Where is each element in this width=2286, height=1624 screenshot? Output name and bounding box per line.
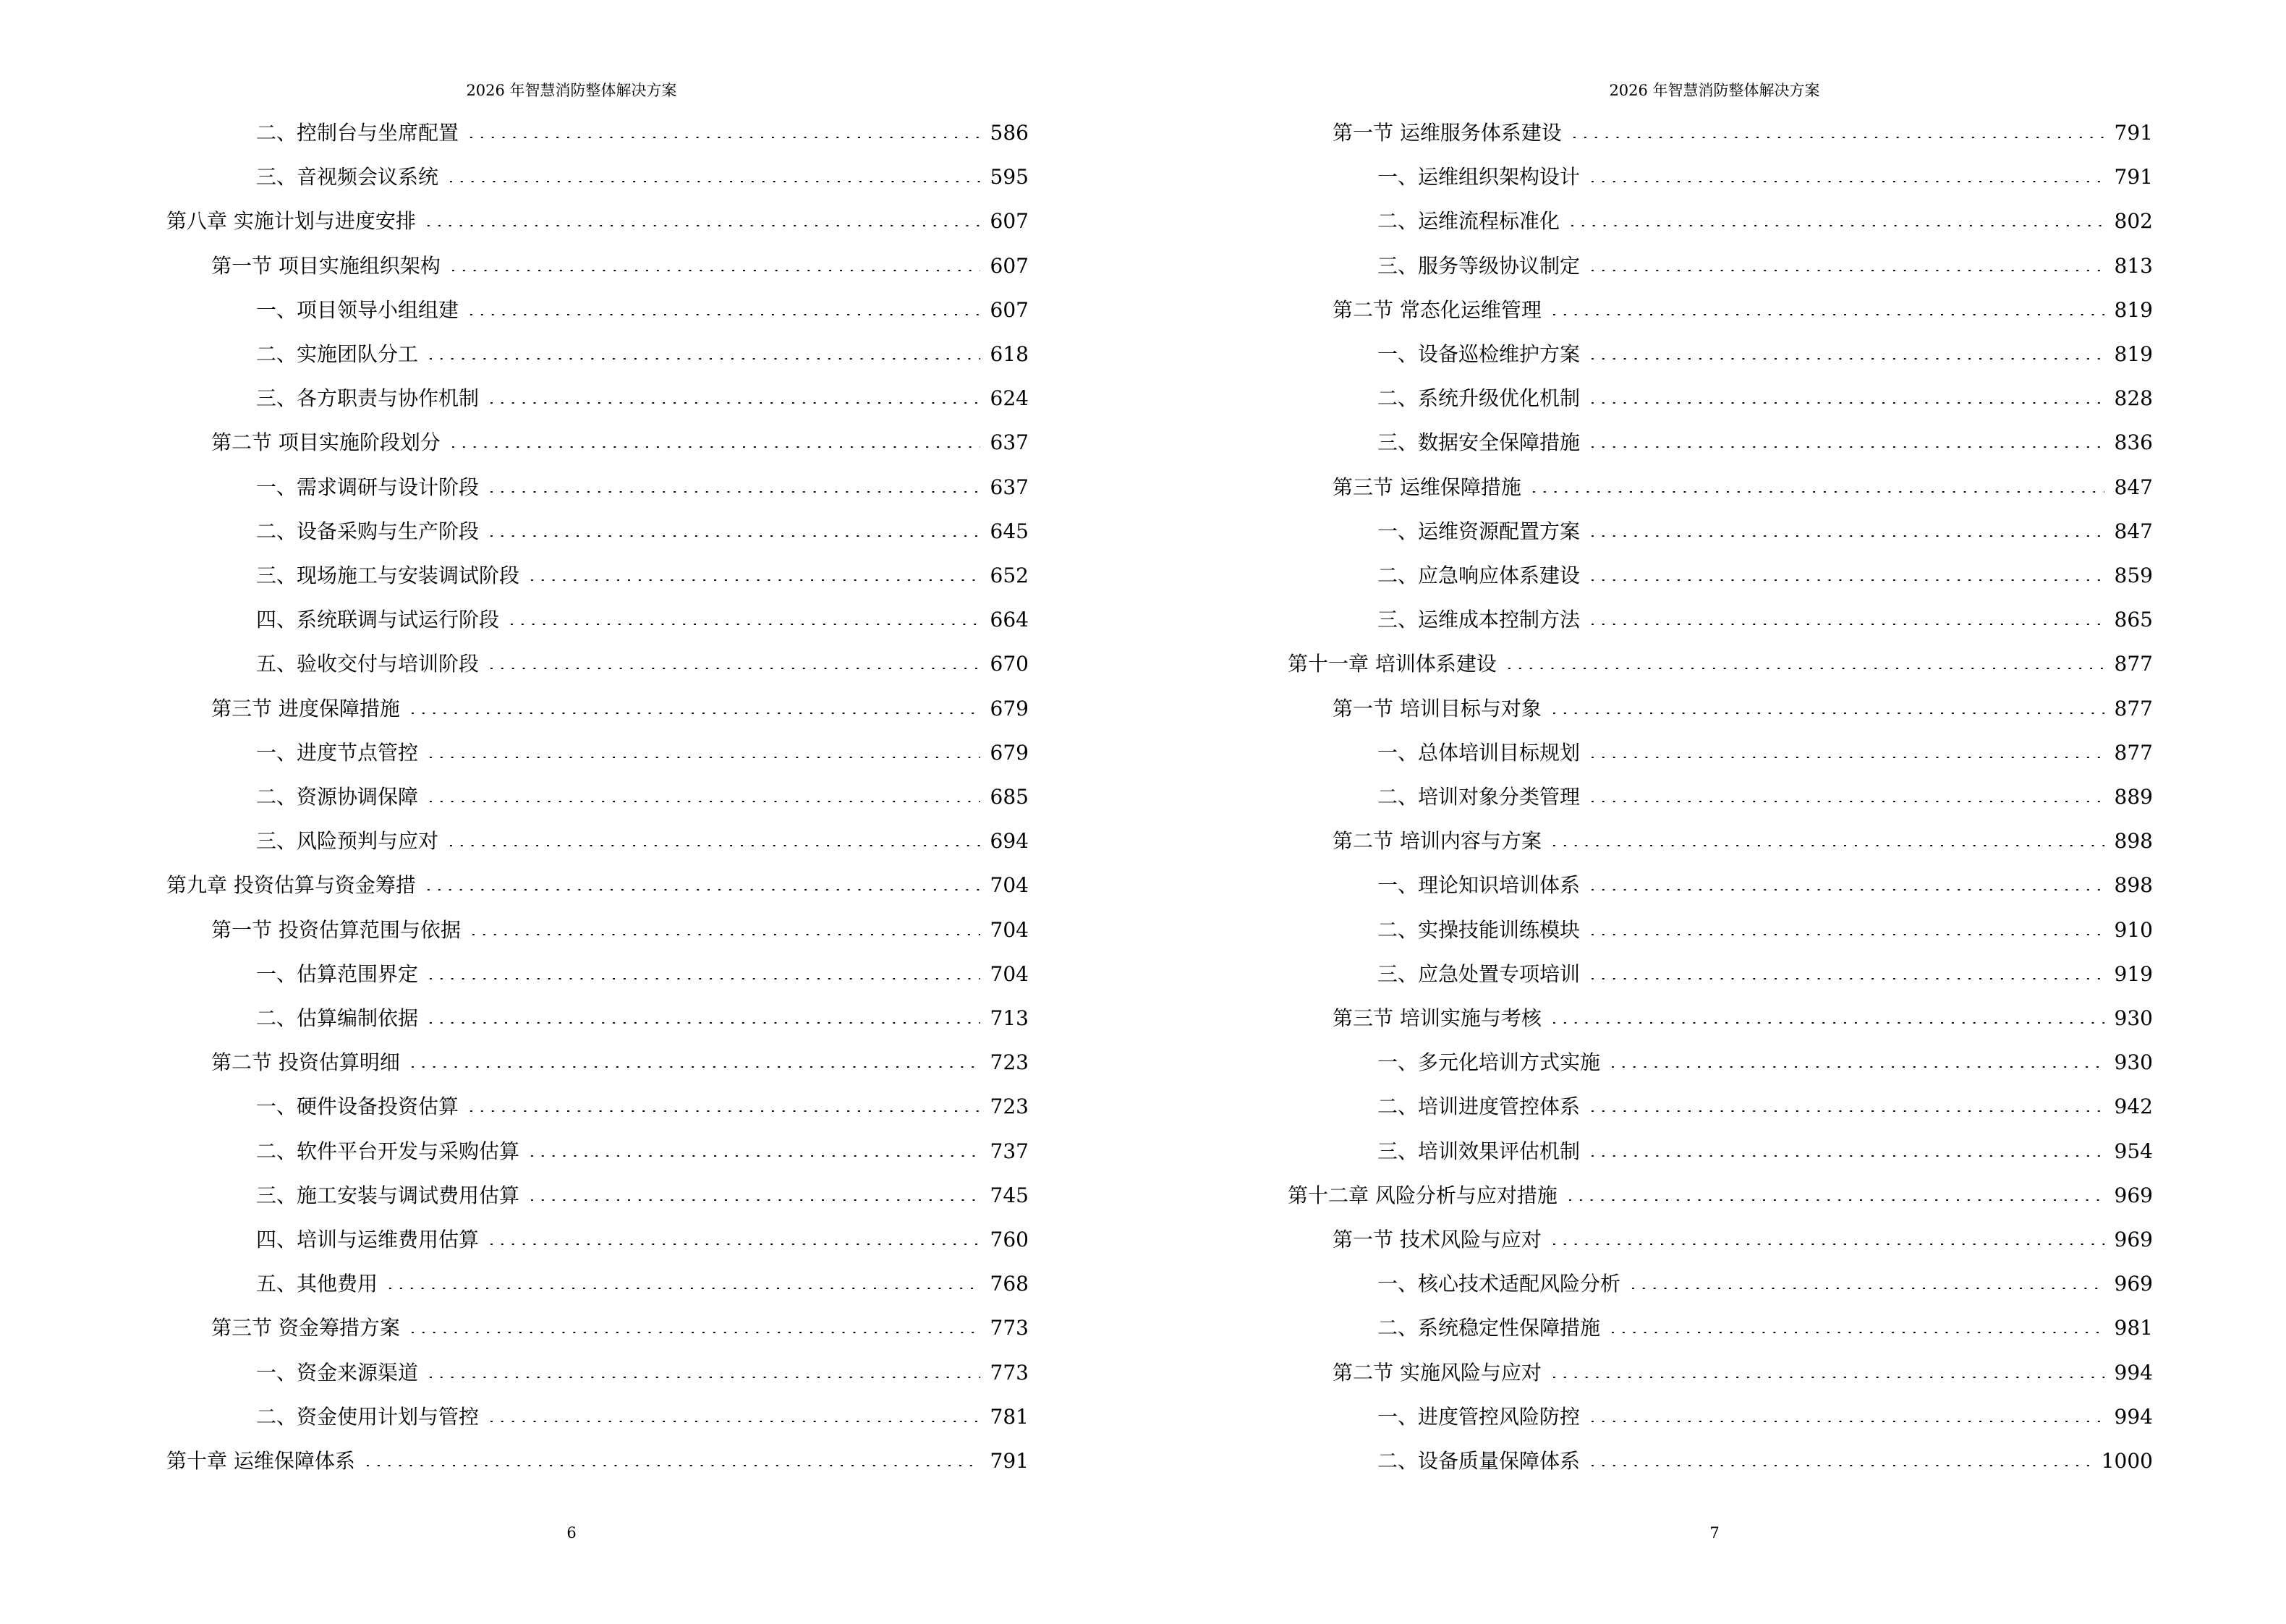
toc-entry-item	[256, 1357, 1029, 1389]
dot-leader	[1567, 225, 2104, 226]
dot-leader	[1587, 624, 2104, 625]
toc-entry-page: 847	[2114, 475, 2153, 499]
dot-leader	[1587, 535, 2104, 537]
dot-leader	[1549, 1243, 2104, 1245]
toc-entry-item	[256, 781, 1029, 813]
dot-leader	[1587, 446, 2104, 448]
toc-entry-title: 第二节 培训内容与方案	[1333, 829, 1542, 854]
toc-entry-section	[1333, 693, 2153, 725]
toc-entry-title: 三、各方职责与协作机制	[256, 386, 480, 411]
toc-entry-title: 一、多元化培训方式实施	[1377, 1050, 1601, 1075]
toc-entry-item	[1377, 516, 2153, 548]
toc-entry-page: 652	[990, 564, 1029, 587]
toc-entry-item	[256, 339, 1029, 370]
dot-leader	[1587, 889, 2104, 890]
toc-entry-title: 三、风险预判与应对	[256, 829, 439, 854]
toc-entry-title: 一、运维组织架构设计	[1377, 165, 1581, 190]
toc-entry-title: 二、资金使用计划与管控	[256, 1404, 480, 1429]
toc-entry-item	[1377, 1091, 2153, 1123]
toc-entry-item	[256, 825, 1029, 857]
toc-entry-title: 一、运维资源配置方案	[1377, 519, 1581, 543]
toc-entry-title: 一、估算范围界定	[256, 961, 419, 986]
toc-entry-item	[256, 117, 1029, 149]
toc-entry-page: 704	[990, 873, 1029, 898]
toc-entry-page: 586	[990, 121, 1029, 145]
toc-entry-title: 三、应急处置专项培训	[1377, 961, 1581, 986]
toc-entry-title: 第一节 技术风险与应对	[1333, 1228, 1542, 1251]
dot-leader	[1565, 1199, 2104, 1201]
toc-entry-title: 一、设备巡检维护方案	[1377, 342, 1581, 366]
toc-entry-title: 二、资源协调保障	[256, 785, 419, 809]
toc-entry-title: 一、进度节点管控	[256, 740, 419, 765]
toc-entry-title: 第三节 进度保障措施	[211, 696, 400, 720]
toc-entry-title: 第三节 培训实施与考核	[1333, 1006, 1542, 1030]
toc-entry-title: 二、应急响应体系建设	[1377, 564, 1581, 587]
toc-entry-title: 三、运维成本控制方法	[1377, 608, 1581, 632]
toc-entry-page: 819	[2114, 297, 2153, 322]
toc-entry-item	[256, 294, 1029, 326]
toc-entry-section	[1333, 294, 2153, 326]
toc-entry-title: 二、设备采购与生产阶段	[256, 519, 480, 543]
toc-entry-item	[1377, 161, 2153, 193]
toc-entry-section	[1333, 1003, 2153, 1034]
toc-entry-page: 760	[990, 1228, 1029, 1251]
toc-entry-page: 645	[990, 519, 1029, 543]
dot-leader	[1549, 713, 2104, 714]
toc-entry-page: 836	[2114, 430, 2153, 455]
toc-entry-page: 694	[990, 829, 1029, 854]
toc-entry-item	[256, 560, 1029, 592]
toc-entry-page: 930	[2114, 1050, 2153, 1075]
dot-leader	[486, 668, 980, 669]
toc-entry-title: 五、其他费用	[256, 1272, 378, 1296]
toc-entry-section	[211, 914, 1029, 946]
dot-leader	[1587, 270, 2104, 271]
toc-entry-page: 898	[2114, 829, 2153, 854]
dot-leader	[1587, 757, 2104, 758]
toc-entry-title: 四、系统联调与试运行阶段	[256, 608, 500, 632]
dot-leader	[1587, 1110, 2104, 1112]
dot-leader	[1504, 668, 2104, 669]
toc-entry-item	[1377, 1401, 2153, 1433]
dot-leader	[466, 137, 980, 138]
dot-leader	[1587, 1421, 2104, 1422]
dot-leader	[1587, 358, 2104, 360]
toc-entry-page: 898	[2114, 873, 2153, 898]
toc-entry-title: 一、理论知识培训体系	[1377, 873, 1581, 898]
dot-leader	[1569, 137, 2104, 138]
toc-entry-item	[1377, 205, 2153, 237]
toc-entry-title: 第八章 实施计划与进度安排	[166, 209, 416, 234]
toc-entry-section	[211, 1312, 1029, 1344]
dot-leader	[1587, 978, 2104, 979]
dot-leader	[425, 801, 980, 802]
toc-entry-page: 791	[2114, 165, 2153, 190]
toc-entry-title: 第一节 运维服务体系建设	[1333, 121, 1562, 145]
toc-entry-title: 二、实操技能训练模块	[1377, 917, 1581, 942]
toc-entry-item	[256, 604, 1029, 636]
toc-entry-item	[1377, 1268, 2153, 1300]
toc-entry-page: 670	[990, 652, 1029, 676]
page-number: 7	[1709, 1524, 1720, 1542]
toc-entry-item	[256, 1268, 1029, 1300]
dot-leader	[527, 1199, 980, 1201]
toc-entry-page: 981	[2114, 1316, 2153, 1340]
toc-entry-item	[256, 1003, 1029, 1034]
toc-entry-section	[211, 1047, 1029, 1079]
dot-leader	[425, 1377, 980, 1378]
dot-leader	[1607, 1332, 2104, 1333]
toc-entry-section	[1333, 1357, 2153, 1389]
toc-entry-item	[1377, 1136, 2153, 1168]
toc-entry-section	[1333, 117, 2153, 149]
toc-entry-page: 930	[2114, 1006, 2153, 1030]
toc-entry-page: 919	[2114, 961, 2153, 986]
toc-entry-page: 737	[990, 1139, 1029, 1163]
toc-entry-chapter	[166, 205, 1029, 237]
toc-entry-item	[256, 161, 1029, 193]
toc-entry-page: 637	[990, 475, 1029, 499]
toc-entry-title: 二、系统升级优化机制	[1377, 386, 1581, 411]
toc-entry-title: 第二节 投资估算明细	[211, 1050, 400, 1075]
toc-entry-title: 第十二章 风险分析与应对措施	[1288, 1183, 1558, 1207]
toc-entry-page: 942	[2114, 1094, 2153, 1119]
toc-entry-title: 二、培训进度管控体系	[1377, 1094, 1581, 1119]
toc-entry-page: 624	[990, 386, 1029, 411]
toc-entry-item	[256, 648, 1029, 680]
toc-entry-section	[1333, 472, 2153, 503]
toc-entry-title: 第三节 运维保障措施	[1333, 475, 1521, 499]
toc-entry-section	[211, 250, 1029, 282]
toc-entry-title: 第一节 项目实施组织架构	[211, 253, 441, 278]
dot-leader	[446, 181, 980, 182]
toc-entry-title: 二、设备质量保障体系	[1377, 1449, 1581, 1473]
toc-entry-page: 1000	[2101, 1449, 2153, 1473]
toc-entry-item	[1377, 250, 2153, 282]
dot-leader	[1587, 579, 2104, 581]
dot-leader	[486, 1243, 980, 1245]
toc-entry-title: 第一节 投资估算范围与依据	[211, 917, 461, 942]
toc-entry-title: 四、培训与运维费用估算	[256, 1228, 480, 1251]
toc-entry-page: 607	[990, 297, 1029, 322]
toc-entry-page: 685	[990, 785, 1029, 809]
dot-leader	[466, 1110, 980, 1112]
dot-leader	[468, 934, 980, 935]
dot-leader	[425, 1022, 980, 1024]
toc-entry-page: 954	[2114, 1139, 2153, 1163]
dot-leader	[1587, 801, 2104, 802]
dot-leader	[1587, 181, 2104, 182]
toc-entry-title: 二、系统稳定性保障措施	[1377, 1316, 1601, 1340]
toc-entry-title: 第三节 资金筹措方案	[211, 1316, 400, 1340]
dot-leader	[527, 1155, 980, 1157]
dot-leader	[446, 845, 980, 846]
toc-entry-title: 第二节 实施风险与应对	[1333, 1360, 1542, 1385]
dot-leader	[1529, 491, 2104, 493]
toc-entry-title: 第十章 运维保障体系	[166, 1449, 355, 1473]
toc-entry-title: 一、项目领导小组组建	[256, 297, 459, 322]
toc-entry-title: 二、培训对象分类管理	[1377, 785, 1581, 809]
toc-entry-page: 802	[2114, 209, 2153, 234]
toc-entry-page: 994	[2114, 1404, 2153, 1429]
toc-entry-title: 二、实施团队分工	[256, 342, 419, 366]
dot-leader	[486, 491, 980, 493]
toc-entry-page: 723	[990, 1094, 1029, 1119]
toc-entry-title: 三、服务等级协议制定	[1377, 253, 1581, 278]
toc-entry-section	[1333, 1224, 2153, 1256]
dot-leader	[385, 1288, 980, 1289]
dot-leader	[423, 225, 980, 226]
toc-entry-title: 一、核心技术适配风险分析	[1377, 1272, 1621, 1296]
toc-entry-item	[1377, 737, 2153, 769]
toc-entry-title: 三、现场施工与安装调试阶段	[256, 564, 520, 587]
toc-entry-page: 723	[990, 1050, 1029, 1075]
toc-entry-page: 768	[990, 1272, 1029, 1296]
toc-entry-page: 745	[990, 1183, 1029, 1207]
dot-leader	[527, 579, 980, 581]
toc-entry-page: 607	[990, 209, 1029, 234]
dot-leader	[1549, 1377, 2104, 1378]
dot-leader	[407, 713, 980, 714]
toc-entry-title: 第一节 培训目标与对象	[1333, 696, 1542, 720]
toc-entry-chapter	[166, 870, 1029, 901]
toc-entry-item	[1377, 1445, 2153, 1477]
toc-entry-page: 969	[2114, 1228, 2153, 1251]
toc-entry-page: 791	[2114, 121, 2153, 145]
page-header: 2026 年智慧消防整体解决方案	[1609, 82, 1820, 99]
page-number: 6	[566, 1524, 577, 1542]
toc-entry-title: 一、硬件设备投资估算	[256, 1094, 459, 1119]
toc-entry-page: 969	[2114, 1272, 2153, 1296]
toc-entry-page: 828	[2114, 386, 2153, 411]
toc-entry-page: 877	[2114, 696, 2153, 720]
toc-entry-page: 910	[2114, 917, 2153, 942]
toc-entry-title: 第十一章 培训体系建设	[1288, 652, 1497, 676]
toc-entry-item	[256, 1091, 1029, 1123]
dot-leader	[486, 1421, 980, 1422]
toc-entry-item	[1377, 560, 2153, 592]
toc-entry-page: 773	[990, 1360, 1029, 1385]
toc-entry-item	[256, 516, 1029, 548]
dot-leader	[448, 446, 980, 448]
toc-entry-page: 877	[2114, 740, 2153, 765]
toc-entry-item	[1377, 604, 2153, 636]
dot-leader	[1549, 845, 2104, 846]
toc-entry-chapter	[1288, 648, 2153, 680]
toc-entry-item	[256, 958, 1029, 990]
toc-entry-page: 847	[2114, 519, 2153, 543]
toc-entry-title: 第九章 投资估算与资金筹措	[166, 873, 416, 898]
toc-entry-page: 865	[2114, 608, 2153, 632]
toc-entry-chapter	[166, 1445, 1029, 1477]
toc-entry-title: 三、音视频会议系统	[256, 165, 439, 190]
toc-entry-page: 637	[990, 430, 1029, 455]
toc-entry-page: 713	[990, 1006, 1029, 1030]
dot-leader	[1607, 1066, 2104, 1068]
dot-leader	[1628, 1288, 2104, 1289]
toc-entry-item	[1377, 914, 2153, 946]
dot-leader	[425, 757, 980, 758]
toc-entry-item	[1377, 1312, 2153, 1344]
toc-entry-section	[211, 427, 1029, 459]
toc-entry-item	[256, 472, 1029, 503]
toc-entry-title: 二、估算编制依据	[256, 1006, 419, 1030]
toc-entry-item	[256, 383, 1029, 414]
dot-leader	[407, 1332, 980, 1333]
dot-leader	[1549, 314, 2104, 315]
toc-entry-item	[1377, 870, 2153, 901]
toc-entry-item	[1377, 958, 2153, 990]
toc-entry-page: 704	[990, 917, 1029, 942]
toc-entry-page: 813	[2114, 253, 2153, 278]
toc-entry-title: 第二节 常态化运维管理	[1333, 297, 1542, 322]
toc-entry-page: 969	[2114, 1183, 2153, 1207]
toc-entry-page: 994	[2114, 1360, 2153, 1385]
dot-leader	[423, 889, 980, 890]
toc-entry-title: 一、进度管控风险防控	[1377, 1404, 1581, 1429]
dot-leader	[1587, 934, 2104, 935]
toc-entry-item	[256, 737, 1029, 769]
dot-leader	[466, 314, 980, 315]
toc-entry-page: 889	[2114, 785, 2153, 809]
page-header: 2026 年智慧消防整体解决方案	[466, 82, 677, 99]
toc-entry-item	[256, 1401, 1029, 1433]
toc-entry-title: 三、培训效果评估机制	[1377, 1139, 1581, 1163]
toc-entry-page: 664	[990, 608, 1029, 632]
toc-entry-page: 607	[990, 253, 1029, 278]
dot-leader	[407, 1066, 980, 1068]
dot-leader	[448, 270, 980, 271]
dot-leader	[506, 624, 980, 625]
dot-leader	[1587, 402, 2104, 404]
toc-entry-page: 679	[990, 740, 1029, 765]
toc-entry-page: 859	[2114, 564, 2153, 587]
toc-entry-title: 三、数据安全保障措施	[1377, 430, 1581, 455]
toc-entry-section	[1333, 825, 2153, 857]
toc-entry-title: 三、施工安装与调试费用估算	[256, 1183, 520, 1207]
toc-entry-item	[1377, 427, 2153, 459]
toc-entry-title: 一、总体培训目标规划	[1377, 740, 1581, 765]
toc-entry-page: 773	[990, 1316, 1029, 1340]
toc-entry-item	[256, 1224, 1029, 1256]
toc-entry-page: 618	[990, 342, 1029, 366]
toc-entry-page: 877	[2114, 652, 2153, 676]
toc-entry-item	[1377, 383, 2153, 414]
toc-entry-chapter	[1288, 1180, 2153, 1212]
toc-entry-title: 二、运维流程标准化	[1377, 209, 1560, 234]
dot-leader	[486, 402, 980, 404]
dot-leader	[425, 978, 980, 979]
toc-entry-item	[256, 1136, 1029, 1168]
toc-entry-item	[256, 1180, 1029, 1212]
toc-entry-item	[1377, 1047, 2153, 1079]
toc-entry-page: 791	[990, 1449, 1029, 1473]
toc-entry-title: 一、需求调研与设计阶段	[256, 475, 480, 499]
dot-leader	[425, 358, 980, 360]
toc-entry-item	[1377, 781, 2153, 813]
toc-entry-page: 679	[990, 696, 1029, 720]
toc-entry-page: 704	[990, 961, 1029, 986]
toc-entry-title: 二、软件平台开发与采购估算	[256, 1139, 520, 1163]
dot-leader	[362, 1465, 980, 1466]
dot-leader	[486, 535, 980, 537]
toc-entry-title: 第二节 项目实施阶段划分	[211, 430, 441, 455]
toc-entry-page: 595	[990, 165, 1029, 190]
toc-entry-item	[1377, 339, 2153, 370]
page-right	[1143, 0, 2286, 1624]
toc-entry-title: 二、控制台与坐席配置	[256, 121, 459, 145]
toc-entry-page: 781	[990, 1404, 1029, 1429]
toc-entry-title: 一、资金来源渠道	[256, 1360, 419, 1385]
dot-leader	[1587, 1465, 2091, 1466]
toc-entry-title: 五、验收交付与培训阶段	[256, 652, 480, 676]
dot-leader	[1549, 1022, 2104, 1024]
toc-entry-page: 819	[2114, 342, 2153, 366]
dot-leader	[1587, 1155, 2104, 1157]
toc-entry-section	[211, 693, 1029, 725]
